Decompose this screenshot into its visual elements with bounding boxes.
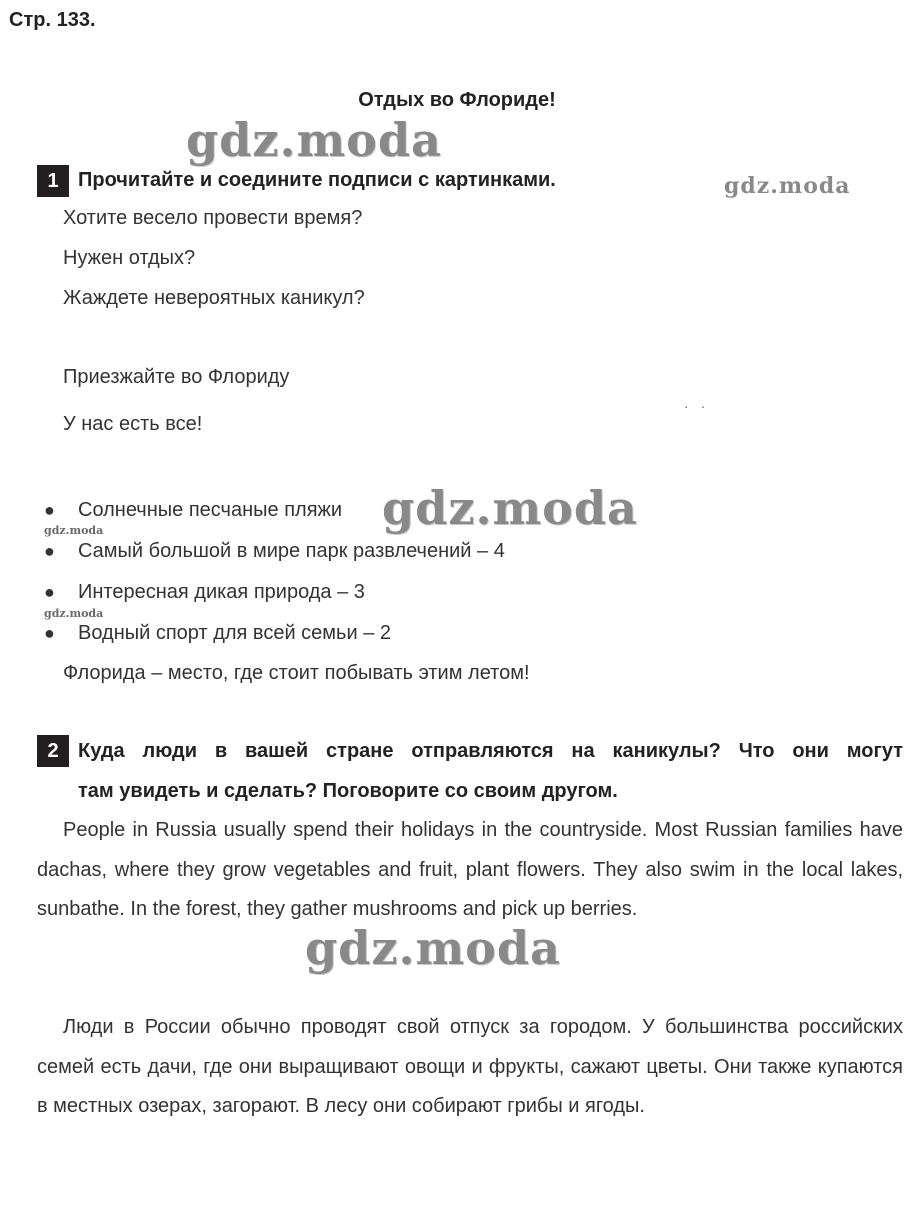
text-line-have-all: У нас есть все! xyxy=(63,413,203,435)
task-1-instruction: Прочитайте и соедините подписи с картинками. xyxy=(78,169,556,191)
bullet-dot-icon: ● xyxy=(44,582,55,602)
text-line-come: Приезжайте во Флориду xyxy=(63,366,290,388)
bullet-text: Интересная дикая природа – 3 xyxy=(78,581,365,603)
watermark-logo: gdz.moda xyxy=(44,524,104,537)
speck-marks: ·· xyxy=(684,398,718,414)
watermark-logo: gdz.moda xyxy=(44,607,104,620)
bullet-dot-icon: ● xyxy=(44,623,55,643)
bullet-item xyxy=(44,622,391,645)
paragraph-russian: Люди в России обычно проводят свой отпуск за городом. У большинства российских семей есть дачи, где они выращивают овощи и фрукты, сажают цветы. Они также купаются в местных озерах, загорают. В лесу они собирают грибы и ягоды. xyxy=(37,1016,903,1117)
page-number: Стр. 133. xyxy=(9,9,96,31)
watermark-logo: gdz.moda xyxy=(186,113,442,167)
text-line-1: Хотите весело провести время? xyxy=(63,207,363,229)
bullet-dot-icon: ● xyxy=(44,500,55,520)
watermark-logo: gdz.moda xyxy=(724,173,851,199)
task-1-number-badge: 1 xyxy=(37,165,69,197)
bullet-item xyxy=(44,581,365,604)
task-2-instruction-line-1: Куда люди в вашей стране отправляются на каникулы? Что они могут xyxy=(78,740,903,762)
paragraph-english: People in Russia usually spend their holidays in the countryside. Most Russian families have dachas, where they grow vegetables and fruit, plant flowers. They also swim in the local lakes, sunbathe. In the forest, they gather mushrooms and pick up berries. xyxy=(37,819,903,920)
bullet-item xyxy=(44,540,505,563)
page-title: Отдых во Флориде! xyxy=(358,89,556,111)
text-line-2: Нужен отдых? xyxy=(63,247,196,269)
task-2-number-badge: 2 xyxy=(37,735,69,767)
watermark-logo: gdz.moda xyxy=(305,921,561,975)
task-2-instruction-line-2: там увидеть и сделать? Поговорите со своим другом. xyxy=(78,780,618,802)
watermark-logo: gdz.moda xyxy=(382,481,638,535)
bullet-text: Солнечные песчаные пляжи xyxy=(78,499,343,521)
bullet-item xyxy=(44,499,342,522)
task-1-closing: Флорида – место, где стоит побывать этим летом! xyxy=(63,662,530,684)
bullet-text: Водный спорт для всей семьи – 2 xyxy=(78,622,391,644)
text-line-3: Жаждете невероятных каникул? xyxy=(63,287,365,309)
bullet-dot-icon: ● xyxy=(44,541,55,561)
bullet-text: Самый большой в мире парк развлечений – 4 xyxy=(78,540,505,562)
